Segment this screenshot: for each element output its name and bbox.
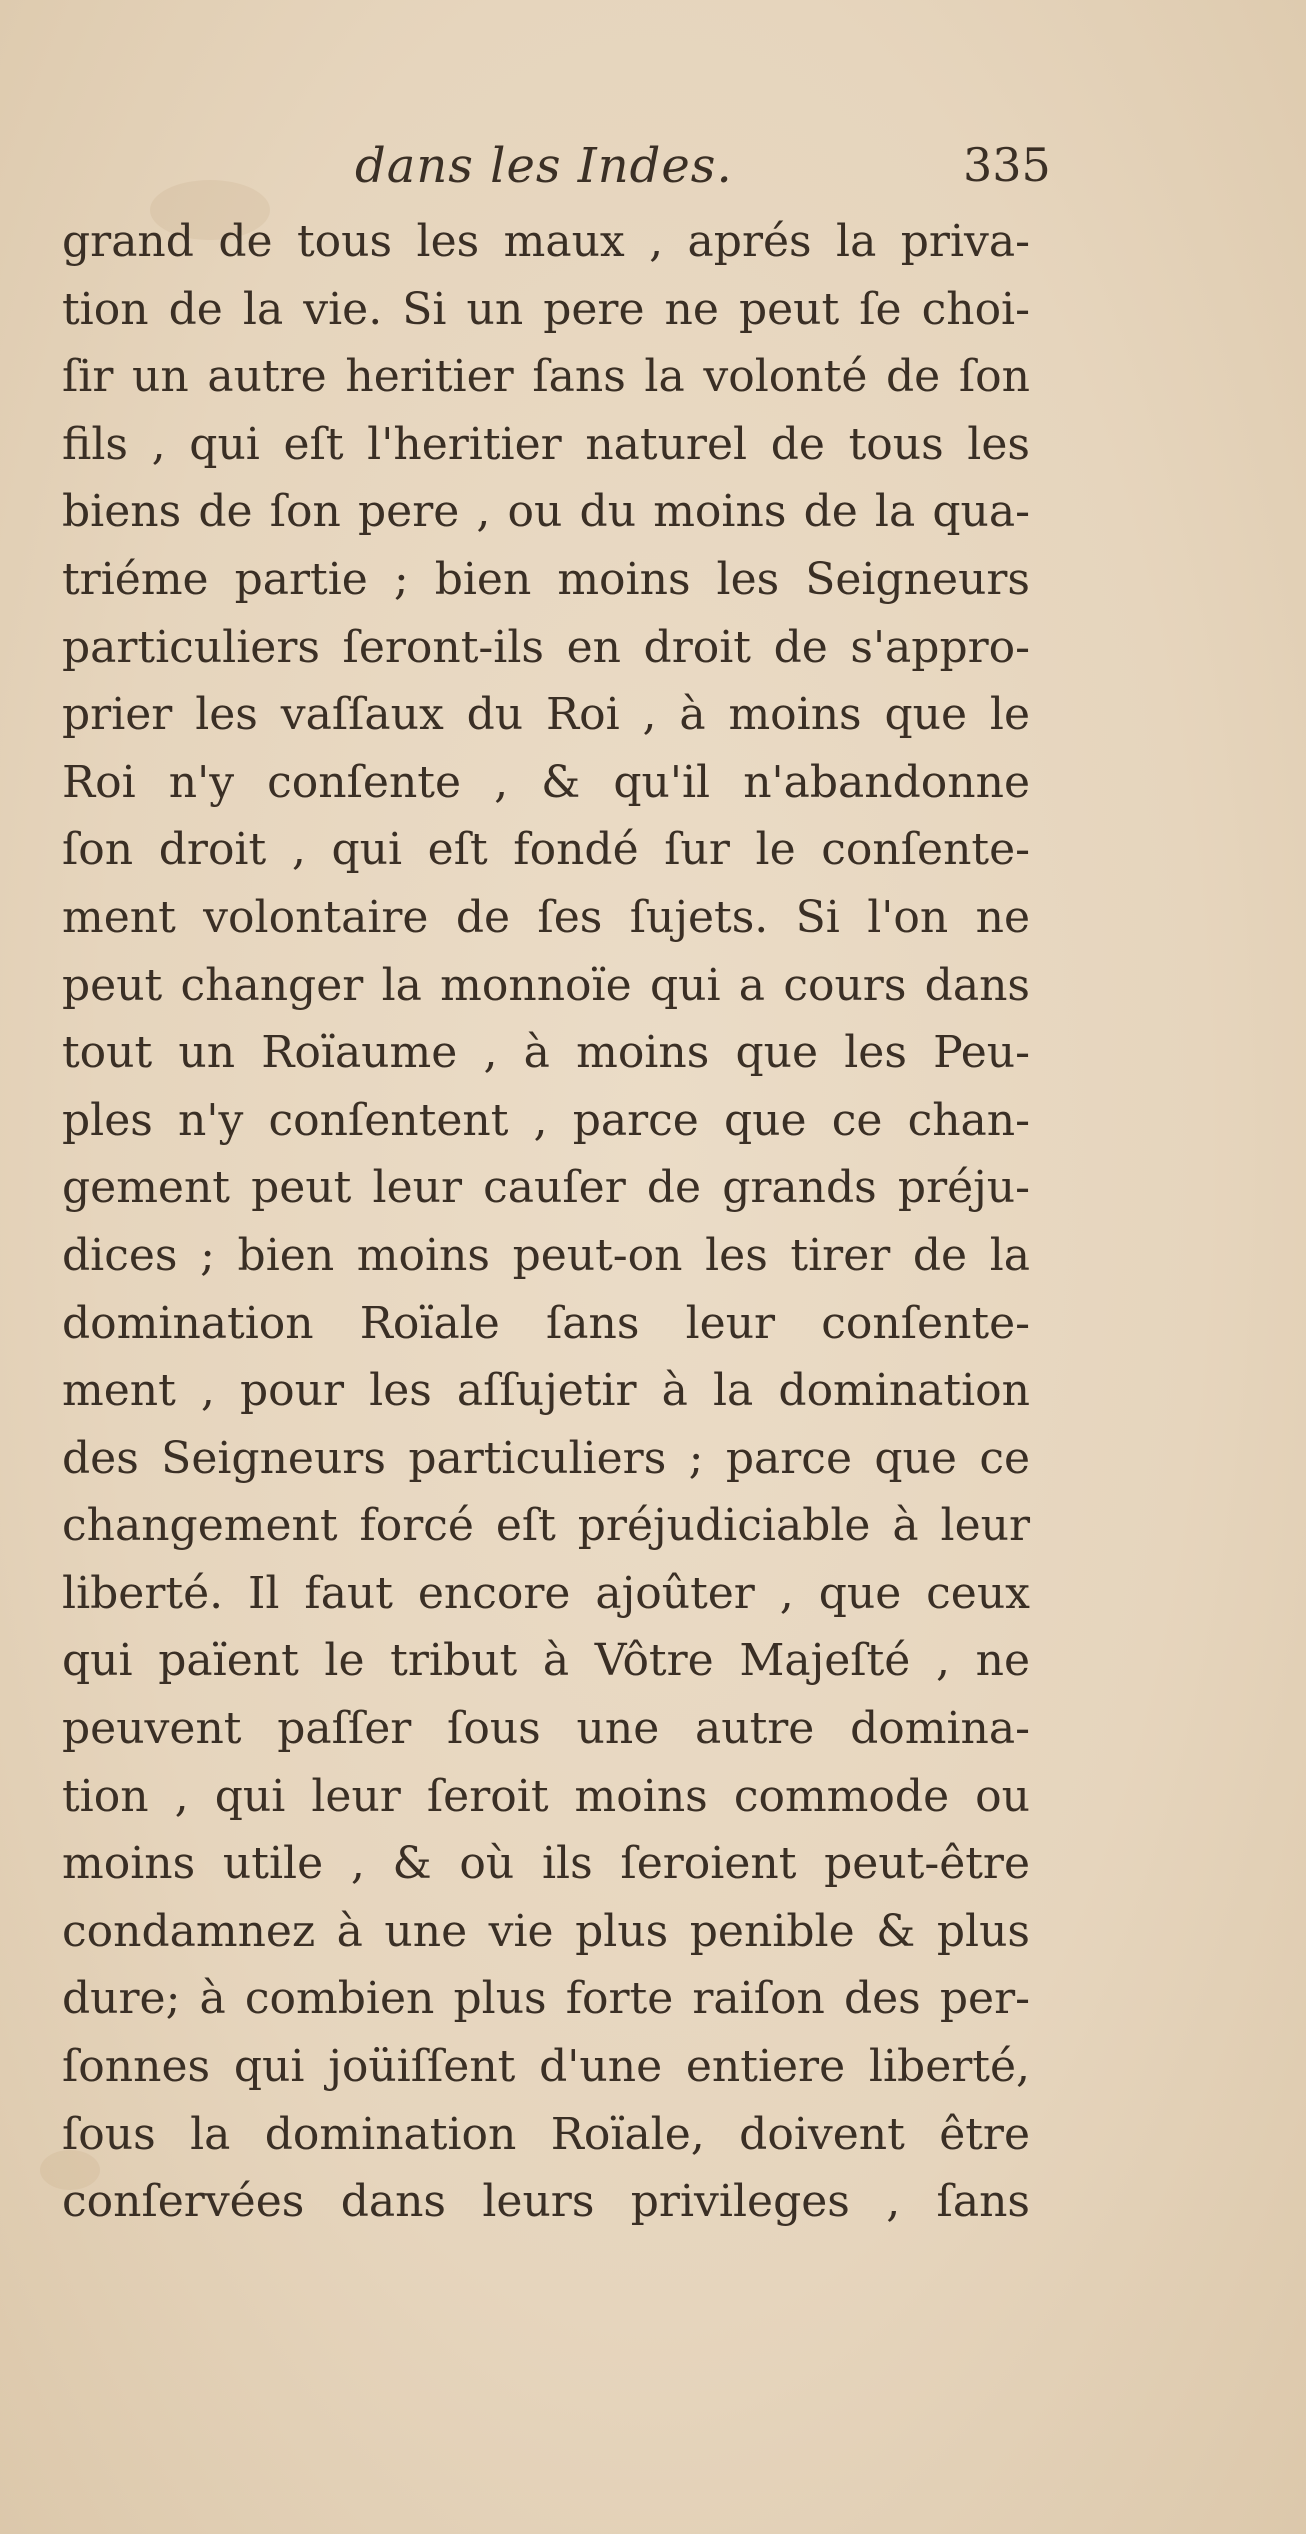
text-line: triéme partie ; bien moins les Seigneurs — [62, 553, 1030, 605]
text-line: changement forcé eſt préjudiciable à leur — [62, 1500, 1030, 1552]
text-line: Roi n'y conſente , & qu'il n'abandonne — [62, 756, 1030, 808]
text-line: tion de la vie. Si un pere ne peut ſe choi- — [62, 283, 1030, 335]
text-line: domination Roïale ſans leur conſente- — [62, 1297, 1030, 1349]
text-line: fils , qui eſt l'heritier naturel de tous les — [62, 418, 1030, 470]
text-line: ſonnes qui joüiſſent d'une entiere liberté, — [62, 2041, 1030, 2093]
text-line: tout un Roïaume , à moins que les Peu- — [62, 1027, 1030, 1079]
text-line: ment , pour les aſſujetir à la domination — [62, 1365, 1030, 1417]
text-line: ples n'y conſentent , parce que ce chan- — [62, 1094, 1030, 1146]
text-line: dices ; bien moins peut-on les tirer de la — [62, 1229, 1030, 1281]
text-line: grand de tous les maux , aprés la priva- — [62, 216, 1030, 267]
text-line: peut changer la monnoïe qui a cours dans — [62, 959, 1030, 1011]
text-line: condamnez à une vie plus penible & plus — [62, 1905, 1030, 1957]
text-line: conſervées dans leurs privileges , ſans — [62, 2176, 1030, 2228]
page-number: 335 — [963, 138, 1051, 192]
text-line: peuvent paſſer ſous une autre domina- — [62, 1703, 1030, 1755]
text-line: dure; à combien plus forte raiſon des per- — [62, 1973, 1030, 2025]
text-line: des Seigneurs particuliers ; parce que ce — [62, 1432, 1030, 1484]
text-line: tion , qui leur ſeroit moins commode ou — [62, 1770, 1030, 1822]
text-line: prier les vaſſaux du Roi , à moins que le — [62, 689, 1030, 741]
text-line: ſous la domination Roïale, doivent être — [62, 2108, 1030, 2160]
text-line: ſon droit , qui eſt fondé ſur le conſente- — [62, 824, 1030, 876]
text-line: ment volontaire de ſes ſujets. Si l'on ne — [62, 891, 1030, 943]
running-title: dans les Indes. — [355, 138, 733, 194]
text-line: qui païent le tribut à Vôtre Majeſté , ne — [62, 1635, 1030, 1687]
text-line: biens de ſon pere , ou du moins de la qua- — [62, 486, 1030, 538]
text-line: ſir un autre heritier ſans la volonté de ſon — [62, 351, 1030, 403]
text-line: liberté. Il faut encore ajoûter , que ceux — [62, 1567, 1030, 1619]
page-header — [0, 138, 1306, 208]
body-text — [62, 208, 1030, 2236]
text-line: particuliers ſeront-ils en droit de s'appro- — [62, 621, 1030, 673]
text-line: gement peut leur cauſer de grands préju- — [62, 1162, 1030, 1214]
text-line: moins utile , & où ils ſeroient peut-être — [62, 1838, 1030, 1890]
